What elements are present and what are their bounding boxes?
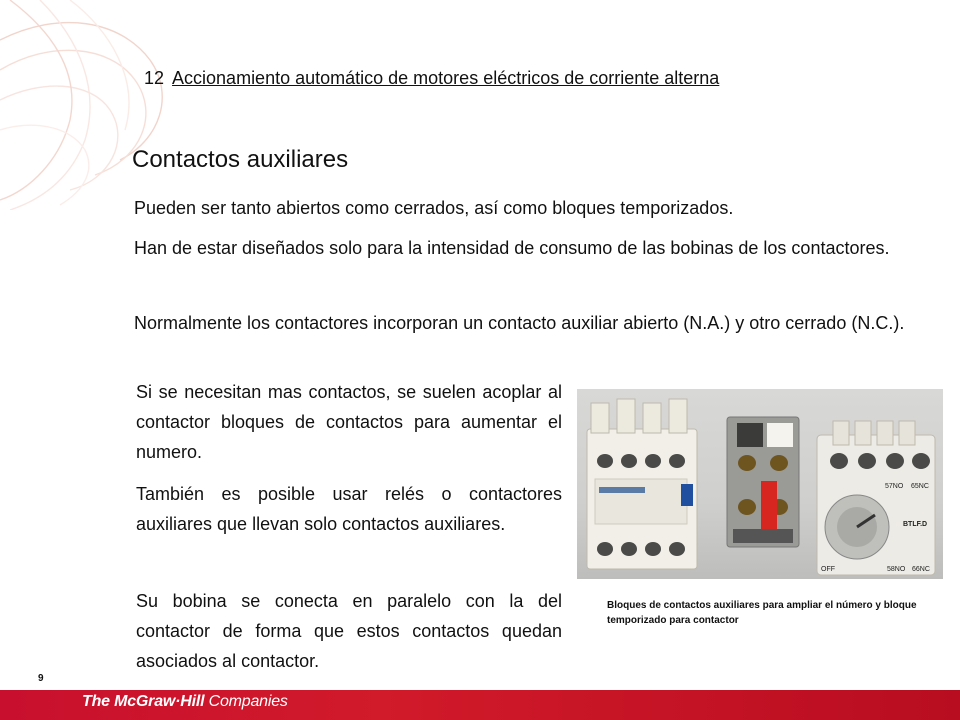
- auxiliary-contacts-photo: [577, 389, 943, 579]
- chapter-title: Accionamiento automático de motores eléctricos de corriente alterna: [172, 68, 720, 88]
- decorative-swirl: [0, 0, 230, 210]
- paragraph-5: También es posible usar relés o contactores auxiliares que llevan solo contactos auxiliares.: [136, 484, 562, 534]
- paragraph-4: Si se necesitan mas contactos, se suelen acoplar al contactor bloques de contactos para aumentar el numero.: [136, 382, 562, 462]
- label-57no: 57NO: [885, 483, 904, 490]
- label-66nc: 66NC: [912, 566, 930, 573]
- page-number: 9: [38, 673, 44, 684]
- logo-companies: Companies: [204, 693, 288, 710]
- paragraph-3: Normalmente los contactores incorporan un contacto auxiliar abierto (N.A.) y otro cerrado (N.C.).: [134, 313, 905, 333]
- paragraph-2: Han de estar diseñados solo para la intensidad de consumo de las bobinas de los contactores.: [134, 238, 890, 258]
- photo-caption: Bloques de contactos auxiliares para ampliar el número y bloque temporizado para contactor: [607, 600, 917, 626]
- logo-the: The: [82, 693, 115, 710]
- contact-block-1: [587, 399, 697, 569]
- footer-bar: [0, 690, 960, 720]
- publisher-logo: [82, 693, 288, 711]
- paragraph-6: Su bobina se conecta en paralelo con la del contactor de forma que estos contactos quedan asociados al contactor.: [136, 591, 562, 671]
- label-58no: 58NO: [887, 566, 906, 573]
- paragraph-1: Pueden ser tanto abiertos como cerrados, así como bloques temporizados.: [134, 198, 734, 218]
- label-off: OFF: [821, 566, 835, 573]
- timer-block: [817, 421, 935, 575]
- contact-blocks-illustration: [577, 389, 943, 579]
- label-model: BTLF.D: [903, 521, 928, 528]
- chapter-number: 12: [144, 68, 165, 88]
- slide-title: Contactos auxiliares: [132, 146, 349, 173]
- contact-block-2: [727, 417, 799, 547]
- chapter-header: [144, 68, 719, 89]
- label-65nc: 65NC: [911, 483, 929, 490]
- logo-brand: McGraw·Hill: [114, 693, 205, 710]
